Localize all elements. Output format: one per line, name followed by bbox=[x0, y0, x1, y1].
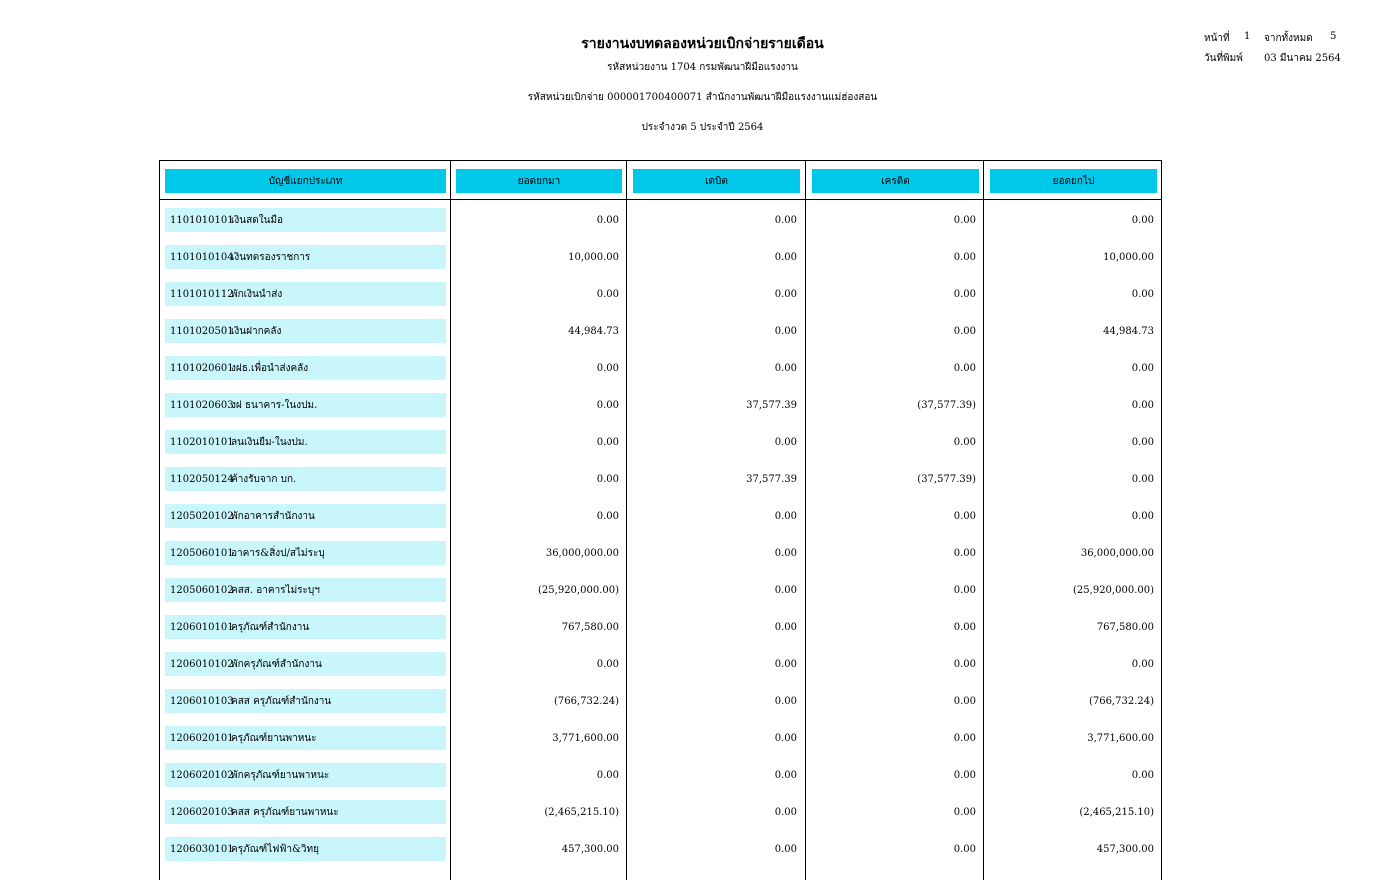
closing-balance-cell: 767,580.00 bbox=[1096, 621, 1154, 633]
opening-balance-cell: 0.00 bbox=[596, 510, 619, 522]
credit-cell: (37,577.39) bbox=[917, 473, 976, 485]
account-code: 1101010101 bbox=[170, 214, 234, 226]
account-cell bbox=[165, 615, 446, 639]
credit-cell: 0.00 bbox=[953, 436, 976, 448]
account-cell bbox=[165, 393, 446, 417]
credit-cell: 0.00 bbox=[953, 843, 976, 855]
opening-balance-cell: 36,000,000.00 bbox=[545, 547, 619, 559]
account-code: 1206010101 bbox=[170, 621, 234, 633]
account-name: ครุภัณฑ์ยานพาหนะ bbox=[231, 732, 317, 744]
account-code: 1102050124 bbox=[170, 473, 234, 485]
opening-balance-cell: 457,300.00 bbox=[561, 843, 619, 855]
trial-balance-table bbox=[159, 160, 1162, 880]
report-title: รายงานงบทดลองหน่วยเบิกจ่ายรายเดือน bbox=[581, 36, 824, 52]
account-cell bbox=[165, 245, 446, 269]
column-header-opening: ยอดยกมา bbox=[456, 169, 622, 193]
account-code: 1205020102 bbox=[170, 510, 234, 522]
closing-balance-cell: (2,465,215.10) bbox=[1079, 806, 1154, 818]
closing-balance-cell: 0.00 bbox=[1131, 473, 1154, 485]
debit-cell: 0.00 bbox=[774, 584, 797, 596]
opening-balance-cell: 44,984.73 bbox=[568, 325, 619, 337]
credit-cell: 0.00 bbox=[953, 621, 976, 633]
closing-balance-cell: 0.00 bbox=[1131, 399, 1154, 411]
print-date: 03 มีนาคม 2564 bbox=[1264, 53, 1341, 64]
account-cell bbox=[165, 319, 446, 343]
credit-cell: 0.00 bbox=[953, 769, 976, 781]
account-cell bbox=[165, 763, 446, 787]
closing-balance-cell: (25,920,000.00) bbox=[1073, 584, 1154, 596]
account-name: พักอาคารสำนักงาน bbox=[231, 510, 315, 522]
account-cell bbox=[165, 652, 446, 676]
account-cell bbox=[165, 578, 446, 602]
account-code: 1101020603 bbox=[170, 399, 234, 411]
column-divider bbox=[805, 161, 806, 880]
closing-balance-cell: 10,000.00 bbox=[1103, 251, 1154, 263]
account-cell bbox=[165, 282, 446, 306]
opening-balance-cell: (766,732.24) bbox=[553, 695, 619, 707]
debit-cell: 0.00 bbox=[774, 843, 797, 855]
debit-cell: 0.00 bbox=[774, 806, 797, 818]
opening-balance-cell: 0.00 bbox=[596, 436, 619, 448]
account-name: เงินฝากคลัง bbox=[231, 325, 282, 337]
account-name: ลนเงินยืม-ในงปม. bbox=[231, 436, 308, 448]
credit-cell: 0.00 bbox=[953, 732, 976, 744]
column-header-debit: เดบิต bbox=[633, 169, 800, 193]
account-code: 1101010112 bbox=[170, 288, 234, 300]
debit-cell: 0.00 bbox=[774, 547, 797, 559]
account-code: 1206020101 bbox=[170, 732, 234, 744]
column-header-closing: ยอดยกไป bbox=[990, 169, 1157, 193]
account-name: พักครุภัณฑ์สำนักงาน bbox=[231, 658, 322, 670]
closing-balance-cell: 44,984.73 bbox=[1103, 325, 1154, 337]
page-total: 5 bbox=[1330, 31, 1337, 42]
credit-cell: 0.00 bbox=[953, 806, 976, 818]
account-code: 1206020103 bbox=[170, 806, 234, 818]
account-cell bbox=[165, 504, 446, 528]
closing-balance-cell: 3,771,600.00 bbox=[1087, 732, 1154, 744]
credit-cell: 0.00 bbox=[953, 251, 976, 263]
account-name: เงินสดในมือ bbox=[231, 214, 284, 226]
account-name: คสส. อาคารไม่ระบุฯ bbox=[231, 584, 320, 596]
account-cell bbox=[165, 800, 446, 824]
account-code: 1205060102 bbox=[170, 584, 234, 596]
opening-balance-cell: (2,465,215.10) bbox=[544, 806, 619, 818]
closing-balance-cell: (766,732.24) bbox=[1088, 695, 1154, 707]
account-name: พักครุภัณฑ์ยานพาหนะ bbox=[231, 769, 330, 781]
unit-line: รหัสหน่วยเบิกจ่าย 000001700400071 สำนักงานพัฒนาฝีมือแรงงานแม่ฮ่องสอน bbox=[527, 92, 878, 103]
debit-cell: 0.00 bbox=[774, 288, 797, 300]
credit-cell: 0.00 bbox=[953, 362, 976, 374]
opening-balance-cell: 0.00 bbox=[596, 214, 619, 226]
debit-cell: 0.00 bbox=[774, 510, 797, 522]
account-name: งฝธ.เพื่อนำส่งคลัง bbox=[231, 362, 309, 374]
header-divider bbox=[160, 199, 1161, 200]
account-cell bbox=[165, 356, 446, 380]
credit-cell: 0.00 bbox=[953, 695, 976, 707]
account-cell bbox=[165, 208, 446, 232]
account-name: พักเงินนำส่ง bbox=[231, 288, 283, 300]
page-label: หน้าที่ bbox=[1204, 33, 1230, 44]
closing-balance-cell: 0.00 bbox=[1131, 436, 1154, 448]
credit-cell: 0.00 bbox=[953, 288, 976, 300]
account-cell bbox=[165, 430, 446, 454]
period-line: ประจำงวด 5 ประจำปี 2564 bbox=[641, 122, 764, 133]
debit-cell: 0.00 bbox=[774, 732, 797, 744]
account-name: ครุภัณฑ์สำนักงาน bbox=[231, 621, 310, 633]
opening-balance-cell: (25,920,000.00) bbox=[538, 584, 619, 596]
account-name: งฝ ธนาคาร-ในงปม. bbox=[231, 399, 318, 411]
debit-cell: 0.00 bbox=[774, 362, 797, 374]
account-cell bbox=[165, 837, 446, 861]
opening-balance-cell: 0.00 bbox=[596, 362, 619, 374]
account-code: 1206020102 bbox=[170, 769, 234, 781]
opening-balance-cell: 0.00 bbox=[596, 658, 619, 670]
account-code: 1102010101 bbox=[170, 436, 234, 448]
column-header-account: บัญชีแยกประเภท bbox=[165, 169, 446, 193]
credit-cell: 0.00 bbox=[953, 510, 976, 522]
closing-balance-cell: 0.00 bbox=[1131, 769, 1154, 781]
account-name: ครุภัณฑ์ไฟฟ้า&วิทยุ bbox=[231, 843, 320, 855]
opening-balance-cell: 0.00 bbox=[596, 288, 619, 300]
opening-balance-cell: 0.00 bbox=[596, 399, 619, 411]
account-name: คสส ครุภัณฑ์ยานพาหนะ bbox=[231, 806, 339, 818]
account-code: 1206010102 bbox=[170, 658, 234, 670]
account-cell bbox=[165, 726, 446, 750]
opening-balance-cell: 10,000.00 bbox=[568, 251, 619, 263]
agency-line: รหัสหน่วยงาน 1704 กรมพัฒนาฝีมือแรงงาน bbox=[607, 62, 798, 73]
debit-cell: 0.00 bbox=[774, 658, 797, 670]
account-cell bbox=[165, 541, 446, 565]
account-code: 1101020501 bbox=[170, 325, 234, 337]
account-code: 1206030101 bbox=[170, 843, 234, 855]
account-name: อาคาร&สิ่งป/สไม่ระบุ bbox=[231, 547, 325, 559]
debit-cell: 0.00 bbox=[774, 251, 797, 263]
debit-cell: 0.00 bbox=[774, 621, 797, 633]
closing-balance-cell: 0.00 bbox=[1131, 658, 1154, 670]
account-code: 1101010104 bbox=[170, 251, 234, 263]
debit-cell: 0.00 bbox=[774, 436, 797, 448]
account-name: ค้างรับจาก บก. bbox=[231, 473, 297, 485]
opening-balance-cell: 0.00 bbox=[596, 769, 619, 781]
credit-cell: 0.00 bbox=[953, 584, 976, 596]
account-code: 1206010103 bbox=[170, 695, 234, 707]
credit-cell: (37,577.39) bbox=[917, 399, 976, 411]
account-code: 1205060101 bbox=[170, 547, 234, 559]
closing-balance-cell: 0.00 bbox=[1131, 214, 1154, 226]
print-date-label: วันที่พิมพ์ bbox=[1204, 53, 1243, 64]
account-name: คสส ครุภัณฑ์สำนักงาน bbox=[231, 695, 332, 707]
opening-balance-cell: 3,771,600.00 bbox=[552, 732, 619, 744]
closing-balance-cell: 0.00 bbox=[1131, 362, 1154, 374]
credit-cell: 0.00 bbox=[953, 325, 976, 337]
closing-balance-cell: 0.00 bbox=[1131, 510, 1154, 522]
column-header-credit: เครดิต bbox=[812, 169, 979, 193]
debit-cell: 0.00 bbox=[774, 214, 797, 226]
debit-cell: 0.00 bbox=[774, 695, 797, 707]
account-name: เงินทดรองราชการ bbox=[231, 251, 311, 263]
credit-cell: 0.00 bbox=[953, 658, 976, 670]
of-label: จากทั้งหมด bbox=[1264, 33, 1313, 44]
debit-cell: 0.00 bbox=[774, 325, 797, 337]
account-cell bbox=[165, 467, 446, 491]
debit-cell: 37,577.39 bbox=[746, 399, 797, 411]
column-divider bbox=[450, 161, 451, 880]
account-code: 1101020601 bbox=[170, 362, 234, 374]
debit-cell: 37,577.39 bbox=[746, 473, 797, 485]
column-divider bbox=[626, 161, 627, 880]
account-cell bbox=[165, 689, 446, 713]
credit-cell: 0.00 bbox=[953, 214, 976, 226]
opening-balance-cell: 0.00 bbox=[596, 473, 619, 485]
credit-cell: 0.00 bbox=[953, 547, 976, 559]
page-number: 1 bbox=[1244, 31, 1251, 42]
opening-balance-cell: 767,580.00 bbox=[561, 621, 619, 633]
closing-balance-cell: 36,000,000.00 bbox=[1080, 547, 1154, 559]
closing-balance-cell: 457,300.00 bbox=[1096, 843, 1154, 855]
closing-balance-cell: 0.00 bbox=[1131, 288, 1154, 300]
column-divider bbox=[983, 161, 984, 880]
debit-cell: 0.00 bbox=[774, 769, 797, 781]
